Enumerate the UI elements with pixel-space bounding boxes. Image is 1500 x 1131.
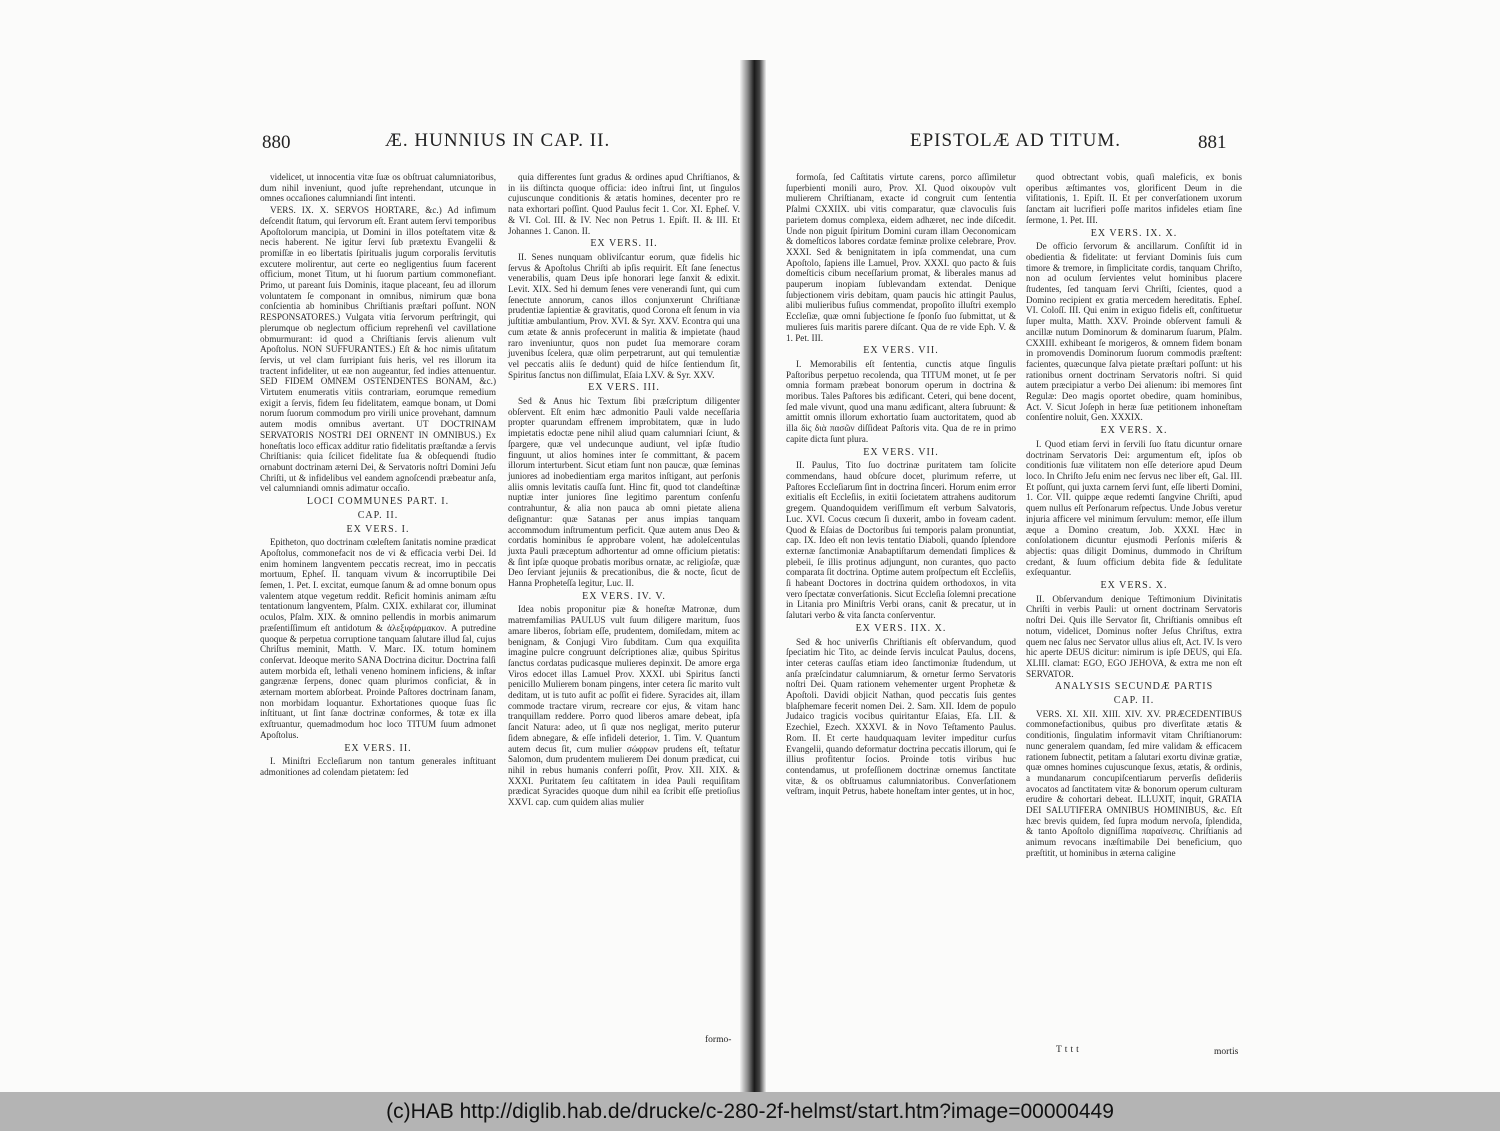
- text-paragraph: II. Obſervandum denique Teſtimonium Divinitatis Chriſti in verbis Pauli: ut ornent doctrinam Servatoris noſtri Dei. Quis ille Servator ſit, Chriſtianis omnibus eſt notum, videlicet, Dominus noſter Jeſus Chriſtus, extra quem nec ſalus nec Servator ullus alius eſt, Act. IV. Is vero hic aperte DEUS dicitur: nimirum is ipſe DEUS, qui Eſa. XLIII. clamat: EGO, EGO JEHOVA, & extra me non eſt SERVATOR.: [1026, 593, 1242, 679]
- section-heading: EX VERS. VII.: [863, 446, 939, 458]
- section-heading: LOCI COMMUNES PART. I.: [306, 496, 450, 508]
- section-heading: EX VERS. X.: [1100, 425, 1168, 437]
- left-column-2: [508, 172, 740, 809]
- section-heading: EX VERS. VII.: [863, 345, 939, 357]
- text-paragraph: I. Miniſtri Eccleſiarum non tantum generales inſtituant admonitiones ad colendam pietatem: ſed: [260, 756, 496, 777]
- book-gutter: [740, 0, 766, 1092]
- section-heading: ANALYSIS SECUNDÆ PARTIS: [1054, 681, 1214, 693]
- text-paragraph: videlicet, ut innocentia vitæ ſuæ os obſtruat calumniatoribus, dum nihil inveniunt, quod juſte reprehendant, utcunque in omnes occaſiones calumniandi ſint intenti.: [260, 172, 496, 204]
- right-page: [770, 0, 1250, 1092]
- section-heading: EX VERS. II.: [590, 238, 658, 250]
- text-paragraph: I. Quod etiam ſervi in ſervili ſuo ſtatu dicuntur ornare doctrinam Servatoris Dei: argumentum eſt, ipſos ob conditionis ſuæ vilitatem non eſſe deteriore apud Deum loco. In Chriſto Jeſu enim nec ſervus nec liber eſt, Gal. III. Et poſſunt, qui juxta carnem ſervi ſunt, eſſe liberti Domini, 1. Cor. VII. quippe æque redemti ſangvine Chriſti, apud quem nullus eſt Perſonarum reſpectus. Unde Jobus veretur injuria afficere vel minimum ſervulum: memor, eſſe illum æque a Domino creatum, Job. XXXI. Hæc in conſolationem dicuntur ejusmodi Perſonis miſeris & abjectis: quas diligit Dominus, dummodo in Chriſtum credant, & ſuum officium debita fide & ſedulitate exſequantur.: [1026, 438, 1242, 578]
- right-signature-mark: Tttt: [1056, 1045, 1082, 1055]
- section-heading: EX VERS. IV. V.: [582, 590, 666, 602]
- text-paragraph: Sed & hoc univerſis Chriſtianis eſt obſervandum, quod ſpeciatim hic Tito, ac deinde ſervis inculcat Paulus, docens, inter ceteras cauſſas etiam ideo ſanctimoniæ ſtudendum, ut anſa præſcindatur calumniarum, & ornetur ſermo Servatoris noſtri Dei. Quam rationem vehementer urgent Prophetæ & Apoſtoli. Davidi objicit Nathan, quod peccatis ſuis gentes blaſphemare fecerit nomen Dei. 2. Sam. XII. Idem de populo Judaico tragicis vocibus quiritantur Eſaias, Eſa. LII. & Ezechiel, Ezech. XXXVI. & in Novo Teſtamento Paulus. Rom. II. Et certe haudquaquam leviter impeditur curſus Evangelii, quando deformatur doctrina peccatis illorum, qui ſe illius profitentur ſocios. Proinde totis viribus huc contendamus, ut profeſſionem doctrinæ ornemus ſanctitate vitæ, & os obſtruamus calumniatoribus. Converſationem veſtram, inquit Petrus, habete honeſtam inter gentes, ut in hoc,: [786, 636, 1016, 797]
- right-column-2: [1026, 172, 1242, 860]
- text-paragraph: VERS. IX. X. SERVOS HORTARE, &c.) Ad infimum deſcendit ſtatum, qui ſervorum eſt. Erant autem ſervi temporibus Apoſtolorum mancipia, ut Domini in illos poteſtatem vitæ & necis haberent. Ne igitur ſervi ſub prætextu Evangelii & promiſſæ in eo libertatis ſpiritualis jugum corporalis ſervitutis excutere molirentur, aut certe eo negligentius ſuum facerent officium, monet Titum, ut hi ſuorum partium commonefiant. Primo, ut pareant ſuis Dominis, itaque placeant, ſeu ad illorum voluntatem ſe componant in omnibus, nimirum quæ bona conſcientia ab hominibus Chriſtianis præſtari poſſunt. NON RESPONSATORES.) Vulgata vitia ſervorum perſtringit, qui plerumque ob neglectum officium reprehenſi vel cavillatione obmurmurant: id quod a Chriſtianis ſervis alienum vult Apoſtolus. NON SUFFURANTES.) Eſt & hoc nimis uſitatum ſervis, ut vel clam ſurripiant ſuis heris, vel res illorum ita tractent infideliter, ut eæ non augeantur, ſed indies attenuentur. SED FIDEM OMNEM OSTENDENTES BONAM, &c.) Virtutem enumeratis vitiis contrariam, eorumque remedium exigit a ſervis, fidem ſeu fidelitatem, eamque bonam, ut Domi norum ſuorum commodum pro virili unice provehant, damnum autem modis omnibus avertant. UT DOCTRINAM SERVATORIS NOSTRI DEI ORNENT IN OMNIBUS.) Ex honeſtatis loco efficax additur ratio fidelitatis præſtandæ a ſervis Chriſtianis: quia ſcilicet fidelitate ſua & obſequendi ſtudio ornabunt doctrinam æterni Dei, & Servatoris noſtri Domini Jeſu Chriſti, ut & infidelibus vel eandem agnoſcendi præbeatur anſa, vel calumniandi omnis adimatur occaſio.: [260, 205, 496, 494]
- text-paragraph: II. Paulus, Tito ſuo doctrinæ puritatem tam ſolicite commendans, haud obſcure docet, plurimum referre, ut Paſtores Eccleſiarum ſint in doctrina ſinceri. Horum enim error exitialis eſt Eccleſiis, in exitii ſocietatem attrahens auditorum gregem. Quandoquidem veriſſimum eſt verbum Salvatoris, Luc. XVI. Cocus cœcum ſi duxerit, ambo in foveam cadent. Quod & Eſaias de Doctoribus ſui temporis palam pronuntiat, cap. IX. Ideo eſt non levis tentatio Diaboli, quando ſplendore externæ ſanctimoniæ Anabaptiſtarum demendati ſimplices & plebeii, ſe illis protinus adjungunt, non curantes, quo pacto comparata ſit doctrina. Optime autem proſpectum eſt Eccleſiis, ſi habeant Doctores in doctrina quidem orthodoxos, in vita vero ſpectatæ converſationis. Sicut Eccleſia ſolemni precatione in Litania pro Miniſtris Verbi orans, canit & precatur, ut in ſalutari verbo & vita ſancta conſerventur.: [786, 460, 1016, 621]
- section-heading: EX VERS. X.: [1100, 580, 1168, 592]
- section-heading: CAP. II.: [357, 509, 399, 521]
- section-heading: EX VERS. IX. X.: [1090, 227, 1178, 239]
- left-column-1: [260, 172, 496, 779]
- left-running-head: Æ. HUNNIUS IN CAP. II.: [385, 130, 611, 151]
- text-paragraph: formoſa, ſed Caſtitatis virtute carens, porco aſſimiletur ſuperbienti monili auro, Prov. XI. Quod οἰκουρὸν vult mulierem Chriſtianam, exacte id congruit cum ſententia Pſalmi CXXIIX. ubi vitis comparatur, quæ clavoculis ſuis parietem domus complexa, eidem adhæret, nec inde diſcedit. Unde non piguit ſpiritum Domini curam illam Oeconomicam & domeſticos labores cordatæ feminæ prolixe celebrare, Prov. XXXI. Sed & benignitatem in ipſa commendat, una cum Apoſtolo, ſapiens ille Lamuel, Prov. XXXI. quo pacto & ſuis domeſticis cibum neceſſarium promat, & liberales manus ad pauperum inopiam ſublevandam extendat. Denique ſubjectionem viris debitam, quam paucis hic attingit Paulus, alibi mulieribus fuſius commendat, propoſito illuſtri exemplo Eccleſiæ, quæ omni ſubjectione ſe ſponſo ſuo ſubmittat, ut & mulieres ſuis maritis parere diſcant. Qua de re vide Eph. V. & 1. Pet. III.: [786, 172, 1016, 343]
- text-paragraph: De officio ſervorum & ancillarum. Conſiſtit id in obedientia & fidelitate: ut ferviant Dominis ſuis cum timore & tremore, in ſimplicitate cordis, tanquam Chriſto, non ad oculum ſervientes velut hominibus placere ſtudentes, ſed tanquam ſervi Chriſti, ſcientes, quod a Domino recipient ex gratia mercedem hereditatis. Epheſ. VI. Coloſſ. III. Qui enim in exiguo fidelis eſt, conſtituetur ſuper multa, Matth. XXV. Proinde obſervent famuli & ancillæ nutum Dominorum & dominarum ſuarum, Pſalm. CXXIII. exhibeant ſe morigeros, & omnem fidem bonam in promovendis Dominorum ſuorum commodis præſtent: facientes, quæcunque ſalva pietate præſtari poſſunt: ut his rationibus ornent doctrinam Servatoris noſtri. Si quid autem præcipiatur a verbo Dei alienum: ibi memores ſint Regulæ: Deo magis oportet obedire, quam hominibus, Act. V. Sicut Joſeph in heræ ſuæ petitionem inhoneſtam conſentire noluit, Gen. XXXIX.: [1026, 241, 1242, 423]
- copyright-footer: (c)HAB http://diglib.hab.de/drucke/c-280-2f-helmst/start.htm?image=00000449: [0, 1092, 1500, 1131]
- text-paragraph: quia differentes ſunt gradus & ordines apud Chriſtianos, & in iis diſtincta quoque officia: ideo inſtrui ſint, ut ſingulos cujuscunque conditionis & ætatis homines, decenter pro re nata exhortari poſſint. Quod Paulus fecit 1. Cor. XI. Epheſ. V. & VI. Col. III. & IV. Nec non Petrus 1. Epiſt. II. & III. Et Johannes 1. Canon. II.: [508, 172, 740, 236]
- section-heading: CAP. II.: [1113, 695, 1155, 707]
- section-heading: EX VERS. III.: [588, 382, 660, 394]
- right-running-head: EPISTOLÆ AD TITUM.: [910, 130, 1122, 151]
- text-paragraph: Epitheton, quo doctrinam cœleſtem ſanitatis nomine prædicat Apoſtolus, commonefacit nos de vi & efficacia verbi Dei. Id enim hominem langventem peccatis recreat, imo in peccatis mortuum, Epheſ. II. tanquam vivum & incorruptibile Dei ſemen, 1. Pet. I. excitat, eumque ſanum & ad omne bonum opus valentem atque vegetum reddit. Reficit hominis animam æſtu tentationum langventem, Pſalm. CXIX. exhilarat cor, illuminat oculos, Pſalm. XIX. & omnino pellendis in morbis animarum præſentiſſimum eſt antidotum & ἀλεξιφάρμακον. A putredine quoque & perpetua corruptione tanquam ſalutare illud ſal, cujus Chriſtus meminit, Matth. V. Marc. IX. totum hominem conſervat. Ideoque merito SANA Doctrina dicitur. Doctrina falſi autem morbida eſt, lethali veneno hominem inficiens, & inſtar gangrænæ ſerpens, donec quam plurimos conficiat, & in æternam mortem abſorbeat. Proinde Paſtores doctrinam ſanam, non morbidam loquantur. Exhortationes quoque ſuas ſic inſtituant, ut ſint ſanæ doctrinæ conformes, & totæ ex illa exſtruantur, quemadmodum hoc loco TITUM ſuum admonet Apoſtolus.: [260, 537, 496, 740]
- section-heading: EX VERS. IIX. X.: [855, 622, 947, 634]
- left-page-number: 880: [262, 132, 291, 153]
- text-paragraph: II. Senes nunquam obliviſcantur eorum, quæ fidelis hic ſervus & Apoſtolus Chriſti ab ipſis requirit. Eſt ſane ſenectus venerabilis, quam Deus ipſe honorari lege ſanxit & edixit. Levit. XIX. Sed hi demum ſenes vere venerandi ſunt, qui cum ſenectute annorum, canos illos conjunxerunt Chriſtianæ prudentiæ ſapientiæ & gravitatis, quod Corona eſt ſenum in via juſtitiæ ambulantium, Prov. XVI. & Syr. XXV. Econtra qui una cum ætate & annis profecerunt in malitia & impietate (haud raro inveniuntur, quos non pudet ſua memorare coram juvenibus ſcelera, quæ olim perpetrarunt, aut qui temulentiæ vel peccatis aliis ſe dedunt) quid de hiſce ſentiendum ſit, Spiritus ſanctus non diſſimulat, Eſaia LXV. & Syr. XXV.: [508, 251, 740, 380]
- text-paragraph: I. Memorabilis eſt ſententia, cunctis atque ſingulis Paſtoribus perpetuo recolenda, qua TITUM monet, ut ſe per omnia formam præbeat bonorum operum in doctrina & moribus. Tales Paſtores bis ædificant. Ceteri, qui bene docent, ſed male vivunt, quod una manu ædificant, altera ſubruunt: & amittit omnis illorum exhortatio ſuam auctoritatem, quod ab illa δὶς διὰ πασῶν diſſideat Paſtoris vita. Qua de re in primo capite dicta ſunt plura.: [786, 358, 1016, 444]
- section-heading: EX VERS. I.: [346, 523, 410, 535]
- text-paragraph: Sed & Anus hic Textum ſibi præſcriptum diligenter obſervent. Eſt enim hæc admonitio Pauli valde neceſſaria propter quarundam effrenem improbitatem, quæ in ludo impietatis edoctæ pene nihil aliud quam calumniari ſciunt, & ſpargere, quæ vel undecunque audiunt, vel ipſæ ſtudio finguunt, ut alios homines inter ſe committant, & pacem illorum interturbent. Sicut etiam ſunt non paucæ, quæ ſeminas juniores ad inobedientiam erga maritos inſtigant, aut perſonis aliis omnis levitatis cauſſa ſunt. Hinc fit, quod tot clandeſtinæ nuptiæ inter juniores ſine legitimo parentum conſenſu contrahuntur, & alia non pauca ab omni pietate aliena deſignantur: quæ Satanas per anus impias tanquam accommodum inſtrumentum perficit. Quæ autem anus Deo & cordatis hominibus ſe approbare volent, hæ adoleſcentulas juxta Pauli præceptum adhortentur ad omne officium pietatis: & ſint ipſæ quoque probatis moribus ornatæ, ac religioſæ, quæ Deo ſerviant jejuniis & precationibus, die & nocte, ſicut de Hanna Propheteſſa legitur, Luc. II.: [508, 396, 740, 589]
- left-page: [250, 0, 740, 1092]
- text-paragraph: VERS. XI. XII. XIII. XIV. XV. PRÆCEDENTIBUS commonefactionibus, quibus pro diverſitate ætatis & conditionis, ſingulatim informavit vitam Chriſtianorum: nunc generalem quandam, ſed mire validam & efficacem rationem ſubnectit, petitam a ſalutari exortu divinæ gratiæ, quæ omnes homines cujuscunque ſexus, ætatis, & ordinis, a mundanarum concupiſcentiarum perverſis deſideriis avocatos ad ſanctitatem vitæ & bonorum operum culturam erudire & cohortari debeat. ILLUXIT, inquit, GRATIA DEI SALUTIFERA OMNIBUS HOMINIBUS, &c. Eſt hæc brevis quidem, ſed ſupra modum nervoſa, ſplendida, & tanto Apoſtolo digniſſima παραίνεσις. Chriſtianis ad animum revocans inæſtimabile Dei beneficium, quo præſtitit, ut hominibus in æterna caligine: [1026, 708, 1242, 858]
- right-page-number: 881: [1198, 132, 1227, 153]
- section-heading: EX VERS. II.: [344, 742, 412, 754]
- right-column-1: [786, 172, 1016, 798]
- text-paragraph: Idea nobis proponitur piæ & honeſtæ Matronæ, dum matremfamilias PAULUS vult ſuum diligere maritum, ſuos amare liberos, ſobriam eſſe, prudentem, domiſedam, mitem ac benignam, & Conjugi Viro ſubditam. Cum qua exquiſita imagine pulcre congruunt deſcriptiones aliæ, quibus Spiritus ſanctus cordatas pudicasque mulieres depinxit. De amore erga Viros edocet illas Lamuel Prov. XXXI. ubi Spiritus ſancti penicillo Mulierem bonam pingens, inter cetera ſic marito vult deditam, ut is tuto aufit ac poſſit ei fidere. Syracides ait, illam commode tractare virum, recreare cor ejus, & vitam hanc tranquillam reddere. Porro quod liberos amare debeat, ipſa ſancit Natura: adeo, ut ſi quæ nos negligat, merito puterur ſidem abnegare, & eſſe infideli deterior, 1. Tim. V. Quantum autem decus ſit, cum mulier σώφρων prudens eſt, teſtatur Salomon, dum prudentem mulierem Dei donum prædicat, cui nihil in rebus humanis conferri poſſit, Prov. XII. XIX. & XXXI. Puritatem ſeu caſtitatem in idea Pauli requiſitam prædicat Syracides quoque dum nihil ea ſcribit eſſe pretioſius XXVI. cap. cum quidem alias mulier: [508, 604, 740, 808]
- left-catchword: formo-: [705, 1035, 732, 1045]
- text-paragraph: quod obtrectant vobis, quaſi maleficis, ex bonis operibus æſtimantes vos, glorificent Deum in die viſitationis, 1. Epiſt. II. Et per converſationem uxorum ſanctam ait lucrifieri poſſe maritos infideles etiam ſine ſermone, 1. Pet. III.: [1026, 172, 1242, 225]
- right-catchword: mortis: [1214, 1047, 1239, 1057]
